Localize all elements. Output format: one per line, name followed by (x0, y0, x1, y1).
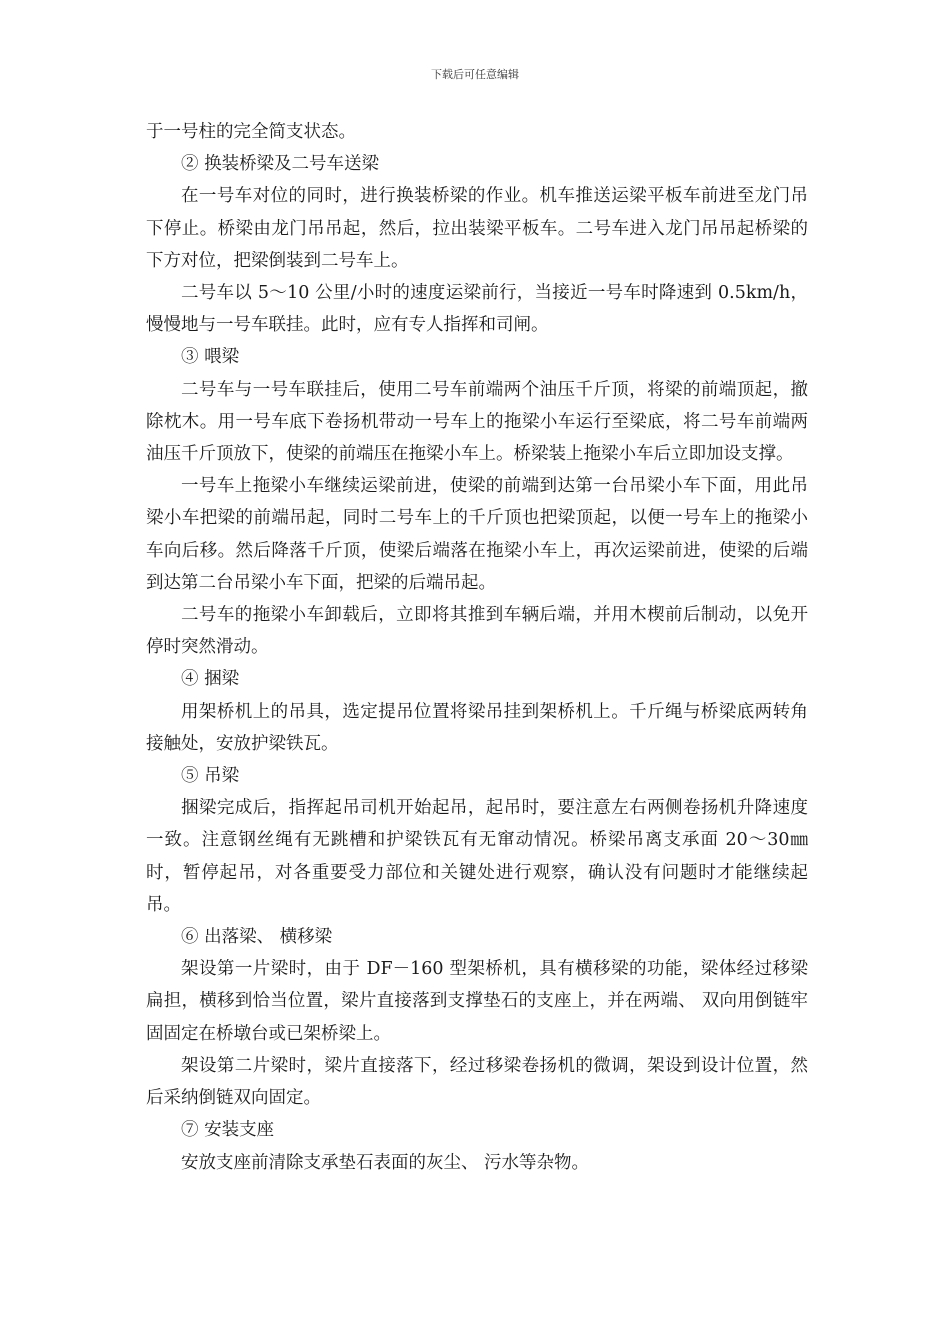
page-header: 下载后可任意编辑 (431, 68, 519, 81)
paragraph-8: 二号车的拖梁小车卸载后，立即将其推到车辆后端，并用木楔前后制动，以免开停时突然滑动。 (146, 605, 808, 658)
section-heading-5: ⑤ 吊梁 (181, 766, 240, 787)
paragraph-4: 二号车以 5～10 公里/小时的速度运梁前行，当接近一号车时降速到 0.5km/h，慢慢地与一号车联挂。此时，应有专人指挥和司闸。 (146, 283, 808, 336)
paragraph-6: 二号车与一号车联挂后，使用二号车前端两个油压千斤顶，将梁的前端顶起，撤除枕木。用一号车底下卷扬机带动一号车上的拖梁小车运行至梁底，将二号车前端两油压千斤顶放下，使梁的前端压在拖梁小车上。桥梁装上拖梁小车后立即加设支撑。 (146, 379, 808, 465)
section-heading-3: ③ 喂梁 (181, 347, 240, 368)
paragraph-10: 用架桥机上的吊具，选定提吊位置将梁吊挂到架桥机上。千斤绳与桥梁底两转角接触处，安放护梁铁瓦。 (146, 701, 808, 754)
section-heading-4: ④ 捆梁 (181, 669, 240, 690)
paragraph-14: 架设第一片梁时，由于 DF－160 型架桥机，具有横移梁的功能，梁体经过移梁扁担，横移到恰当位置，梁片直接落到支撑垫石的支座上，并在两端、 双向用倒链牢固固定在桥墩台或已架桥梁上。 (146, 959, 808, 1044)
paragraph-15: 架设第二片梁时，梁片直接落下，经过移梁卷扬机的微调，架设到设计位置，然后采纳倒链双向固定。 (146, 1055, 808, 1109)
paragraph-1: 于一号柱的完全简支状态。 (146, 122, 356, 142)
section-heading-6: ⑥ 出落梁、 横移梁 (181, 927, 333, 948)
paragraph-7: 一号车上拖梁小车继续运梁前进，使梁的前端到达第一台吊梁小车下面，用此吊梁小车把梁的前端吊起，同时二号车上的千斤顶也把梁顶起，以便一号车上的拖梁小车向后移。然后降落千斤顶，使梁后端落在拖梁小车上，再次运梁前进，使梁的后端到达第二台吊梁小车下面，把梁的后端吊起。 (146, 476, 808, 593)
document-body (146, 116, 808, 1179)
paragraph-17: 安放支座前清除支承垫石表面的灰尘、 污水等杂物。 (181, 1152, 590, 1173)
paragraph-12: 捆梁完成后，指挥起吊司机开始起吊，起吊时，要注意左右两侧卷扬机升降速度一致。注意钢丝绳有无跳槽和护梁铁瓦有无窜动情况。桥梁吊离支承面 20～30㎜时，暂停起吊，对各重要受力部位和关键处进行观察，确认没有问题时才能继续起吊。 (146, 798, 808, 915)
section-heading-7: ⑦ 安装支座 (181, 1120, 275, 1141)
paragraph-3: 在一号车对位的同时，进行换装桥梁的作业。机车推送运梁平板车前进至龙门吊下停止。桥梁由龙门吊吊起，然后，拉出装梁平板车。二号车进入龙门吊吊起桥梁的下方对位，把梁倒装到二号车上。 (146, 186, 808, 271)
section-heading-2: ② 换装桥梁及二号车送梁 (181, 154, 380, 175)
